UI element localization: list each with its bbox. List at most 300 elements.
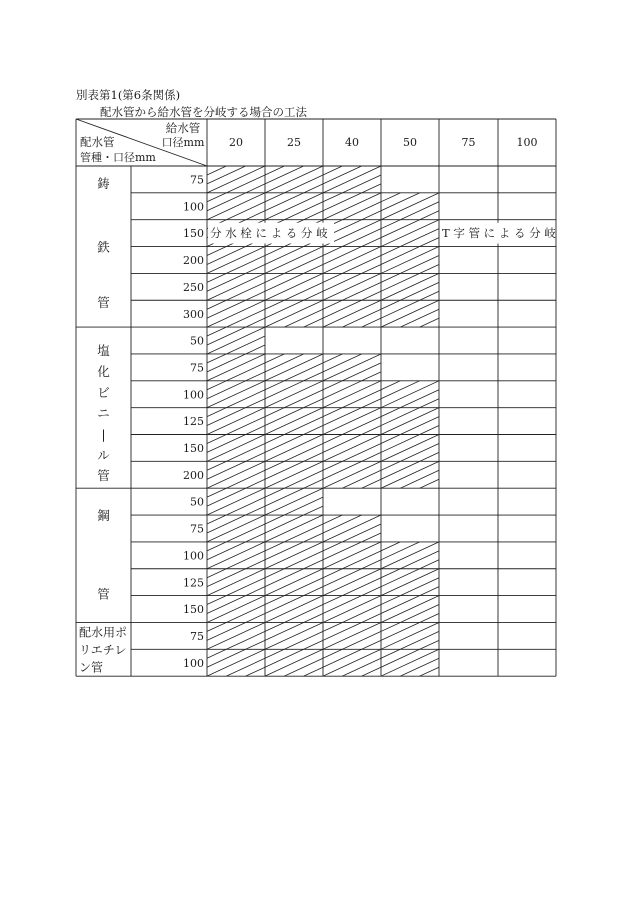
hatch-line xyxy=(304,372,323,381)
hatch-line xyxy=(420,426,439,435)
hatch-line xyxy=(342,175,381,193)
hatch-line xyxy=(304,184,323,193)
pipe-kind-char: 鋳 xyxy=(97,176,110,191)
hatch-line xyxy=(381,220,400,229)
hatch-line xyxy=(246,452,265,461)
hatch-line xyxy=(304,318,323,327)
hatch-line xyxy=(342,417,381,435)
hatch-line xyxy=(323,166,342,175)
hatch-line xyxy=(342,282,381,300)
hatch-line xyxy=(226,578,265,596)
hatch-line xyxy=(323,515,381,542)
header-kind-bore: 管種・口径mm xyxy=(80,151,156,164)
hatch-line xyxy=(362,452,381,461)
hatch-line xyxy=(246,184,265,193)
hatch-line xyxy=(265,193,323,220)
hatch-line xyxy=(323,273,362,291)
hatch-line xyxy=(226,524,265,542)
hatch-line xyxy=(207,166,265,193)
hatch-line xyxy=(207,300,265,327)
header-supply-diameter: 75 xyxy=(461,136,476,149)
hatch-line xyxy=(381,569,420,587)
hatch-line xyxy=(207,327,226,336)
hatch-line xyxy=(381,461,400,470)
hatch-line xyxy=(323,381,362,399)
hatch-line xyxy=(323,193,342,202)
hatch-line xyxy=(207,569,226,578)
hatch-line xyxy=(265,273,323,300)
hatch-line xyxy=(207,542,226,551)
hatch-line xyxy=(226,605,265,623)
hatch-line xyxy=(342,229,381,247)
hatch-line xyxy=(246,399,265,408)
hatch-line xyxy=(323,300,381,327)
hatch-line xyxy=(265,649,323,676)
hatch-line xyxy=(323,247,342,256)
hatch-line xyxy=(207,300,246,318)
hatch-line xyxy=(381,381,420,399)
hatch-line xyxy=(226,551,265,569)
hatch-line xyxy=(207,515,246,533)
hatch-line xyxy=(381,649,400,658)
hatch-line xyxy=(304,399,323,408)
hatch-line xyxy=(323,461,362,479)
hatch-line xyxy=(284,524,323,542)
hatch-line xyxy=(323,542,342,551)
hatch-line xyxy=(207,461,265,488)
hatch-line xyxy=(323,649,381,676)
hatch-line xyxy=(400,417,439,435)
hatch-line xyxy=(304,479,323,488)
hatch-line xyxy=(265,435,284,444)
hatch-line xyxy=(207,166,246,184)
hatch-line xyxy=(323,622,381,649)
hatch-line xyxy=(265,193,284,202)
hatch-line xyxy=(400,578,439,596)
hatch-line xyxy=(323,435,362,453)
hatch-line xyxy=(265,569,304,587)
hatch-line xyxy=(265,247,323,274)
hatch-line xyxy=(362,211,381,220)
hatch-line xyxy=(207,515,226,524)
hatch-line xyxy=(284,497,323,515)
hatch-line xyxy=(362,587,381,596)
hatch-line xyxy=(226,256,265,274)
hatch-line xyxy=(207,327,246,345)
hatch-line xyxy=(323,408,342,417)
hatch-line xyxy=(400,229,439,247)
hatch-line xyxy=(226,175,265,193)
hatch-line xyxy=(207,649,265,676)
hatch-line xyxy=(362,372,381,381)
hatch-line xyxy=(265,273,284,282)
hatch-line xyxy=(400,443,439,461)
hatch-line xyxy=(323,569,381,596)
hatch-line xyxy=(323,354,381,381)
table-title: 配水管から給水管を分岐する場合の工法 xyxy=(100,105,307,119)
hatch-line xyxy=(265,461,284,470)
hatch-line xyxy=(420,399,439,408)
hatch-line xyxy=(381,193,439,220)
hatch-line xyxy=(342,631,381,649)
main-pipe-diameter: 200 xyxy=(183,254,204,268)
main-pipe-diameter: 75 xyxy=(190,629,204,643)
hatch-line xyxy=(304,560,323,569)
pipe-kind-char: 管 xyxy=(97,468,110,484)
pipe-kind-char: 鉄 xyxy=(97,239,110,255)
hatch-line xyxy=(381,596,400,605)
hatch-line xyxy=(207,488,246,506)
hatch-line xyxy=(362,184,381,193)
hatch-line xyxy=(265,515,304,533)
hatch-line xyxy=(381,542,400,551)
hatch-line xyxy=(226,282,265,300)
hatch-line xyxy=(207,273,246,291)
hatch-line xyxy=(304,614,323,623)
main-pipe-diameter: 75 xyxy=(190,173,204,187)
hatch-line xyxy=(342,390,381,408)
main-pipe-diameter: 100 xyxy=(183,388,204,402)
hatch-line xyxy=(362,399,381,408)
hatch-line xyxy=(246,426,265,435)
hatch-line xyxy=(323,622,342,631)
header-bore-label: 口径mm xyxy=(161,136,205,149)
hatch-line xyxy=(323,381,381,408)
hatch-line xyxy=(246,264,265,273)
hatch-line xyxy=(381,569,400,578)
main-pipe-diameter: 125 xyxy=(183,415,204,429)
hatch-line xyxy=(207,381,226,390)
pipe-kind-char: 化 xyxy=(97,363,110,379)
hatch-line xyxy=(381,220,420,238)
hatch-line xyxy=(284,631,323,649)
hatch-line xyxy=(226,336,265,354)
pipe-kind-char: 塩 xyxy=(97,343,110,359)
hatch-line xyxy=(420,560,439,569)
hatch-line xyxy=(381,193,400,202)
hatch-line xyxy=(207,247,265,274)
hatch-line xyxy=(226,443,265,461)
hatch-line xyxy=(323,596,362,614)
hatch-line xyxy=(323,300,342,309)
pipe-kind-char: 管 xyxy=(97,586,110,602)
hatch-line xyxy=(381,300,420,318)
hatch-line xyxy=(284,309,323,327)
hatch-line xyxy=(207,622,265,649)
hatch-line xyxy=(342,443,381,461)
main-pipe-diameter: 200 xyxy=(183,468,204,482)
hatch-line xyxy=(265,542,323,569)
hatch-line xyxy=(323,649,362,667)
hatch-line xyxy=(284,202,323,220)
hatch-line xyxy=(400,202,439,220)
hatch-line xyxy=(284,390,323,408)
hatch-line xyxy=(323,354,342,363)
hatch-line xyxy=(284,282,323,300)
hatch-line xyxy=(207,408,265,435)
hatch-line xyxy=(323,193,362,211)
hatch-line xyxy=(323,247,381,274)
hatch-line xyxy=(207,569,265,596)
hatch-line xyxy=(246,533,265,542)
hatch-line xyxy=(265,596,323,623)
hatch-line xyxy=(265,649,284,658)
hatch-line xyxy=(207,193,246,211)
main-pipe-diameter: 75 xyxy=(190,361,204,375)
hatch-line xyxy=(207,435,226,444)
hatch-line xyxy=(207,649,226,658)
header-main-pipe: 配水管 xyxy=(80,135,115,149)
hatch-line xyxy=(207,596,265,623)
hatch-line xyxy=(323,542,362,560)
hatch-line xyxy=(323,515,342,524)
hatch-line xyxy=(284,417,323,435)
hatch-line xyxy=(207,354,226,363)
hatch-line xyxy=(226,417,265,435)
hatch-line xyxy=(265,488,284,497)
hatch-line xyxy=(246,211,265,220)
hatch-line xyxy=(207,381,246,399)
hatch-line xyxy=(207,542,265,569)
hatch-line xyxy=(207,622,226,631)
hatch-line xyxy=(400,631,439,649)
hatch-line xyxy=(381,461,439,488)
hatch-line xyxy=(381,542,420,560)
hatch-line xyxy=(381,273,439,300)
hatch-line xyxy=(304,506,323,515)
hatch-line xyxy=(265,166,304,184)
hatch-line xyxy=(265,569,284,578)
hatch-line xyxy=(420,318,439,327)
main-pipe-diameter: 100 xyxy=(183,656,204,670)
hatch-line xyxy=(265,488,304,506)
hatch-line xyxy=(304,533,323,542)
hatch-line xyxy=(323,435,381,462)
hatch-line xyxy=(207,300,226,309)
hatch-line xyxy=(381,649,439,676)
hatch-line xyxy=(381,220,439,247)
main-pipe-diameter: 300 xyxy=(183,307,204,321)
tee-branch-label: T 字 管 に よ る 分 岐 xyxy=(442,226,556,241)
hatch-line xyxy=(226,363,265,381)
hatch-line xyxy=(284,470,323,488)
hatch-line xyxy=(207,273,226,282)
hatch-line xyxy=(400,470,439,488)
hatch-line xyxy=(284,256,323,274)
hatch-line xyxy=(207,596,226,605)
hatch-line xyxy=(362,291,381,300)
hatch-line xyxy=(323,649,342,658)
hatch-line xyxy=(323,166,362,184)
hatch-line xyxy=(207,542,246,560)
hatch-line xyxy=(265,247,284,256)
hatch-line xyxy=(265,247,304,265)
main-pipe-diameter: 150 xyxy=(183,603,204,617)
hatch-line xyxy=(265,515,284,524)
hatch-line xyxy=(207,435,246,453)
hatch-line xyxy=(207,273,265,300)
hatch-line xyxy=(265,300,304,318)
hatch-line xyxy=(323,408,381,435)
hatch-line xyxy=(265,381,304,399)
hatch-line xyxy=(400,390,439,408)
hatch-line xyxy=(226,202,265,220)
hatch-line xyxy=(381,596,439,623)
hatch-line xyxy=(362,560,381,569)
hatch-line xyxy=(265,596,304,614)
hatch-line xyxy=(246,667,265,676)
hatch-line xyxy=(323,622,362,640)
hatch-line xyxy=(381,569,439,596)
hatch-line xyxy=(381,193,420,211)
header-supply-diameter: 40 xyxy=(345,136,359,149)
hatch-line xyxy=(207,354,246,372)
header-supply-diameter: 50 xyxy=(403,136,417,149)
hatch-line xyxy=(246,560,265,569)
hatch-line xyxy=(265,488,323,515)
hatch-line xyxy=(265,300,323,327)
hatch-line xyxy=(323,300,362,318)
hatch-line xyxy=(226,470,265,488)
hatch-line xyxy=(342,363,381,381)
hatch-line xyxy=(284,551,323,569)
hatch-line xyxy=(362,614,381,623)
hatch-line xyxy=(207,327,265,354)
hatch-line xyxy=(207,166,226,175)
hatch-line xyxy=(400,282,439,300)
hatch-line xyxy=(420,587,439,596)
hatch-line xyxy=(265,166,323,193)
hatch-line xyxy=(381,300,439,327)
hatch-line xyxy=(207,649,246,667)
hatch-line xyxy=(381,435,420,453)
hatch-line xyxy=(265,461,323,488)
hatch-line xyxy=(381,408,400,417)
hatch-line xyxy=(381,247,439,274)
hatch-line xyxy=(246,614,265,623)
hatch-line xyxy=(342,524,381,542)
hatch-line xyxy=(265,461,304,479)
pipe-kind-char: 鋼 xyxy=(97,508,110,524)
hatch-line xyxy=(381,596,420,614)
hatch-line xyxy=(284,605,323,623)
hatch-line xyxy=(207,488,265,515)
hatch-line xyxy=(342,202,381,220)
hatch-line xyxy=(265,408,284,417)
hatch-line xyxy=(323,381,342,390)
hatch-line xyxy=(381,247,400,256)
hatch-line xyxy=(265,435,323,462)
tap-branch-label: 分 水 栓 に よ る 分 岐 xyxy=(210,226,328,241)
hatch-line xyxy=(265,515,323,542)
hatch-line xyxy=(246,318,265,327)
hatch-line xyxy=(207,247,226,256)
hatch-line xyxy=(265,354,284,363)
hatch-line xyxy=(381,408,439,435)
header-supply-diameter: 20 xyxy=(229,136,243,149)
hatch-line xyxy=(381,622,439,649)
hatch-line xyxy=(323,596,342,605)
hatch-line xyxy=(420,614,439,623)
hatch-line xyxy=(400,605,439,623)
hatch-line xyxy=(323,569,342,578)
hatch-line xyxy=(342,309,381,327)
hatch-line xyxy=(226,658,265,676)
hatch-line xyxy=(323,166,381,193)
hatch-line xyxy=(207,247,246,265)
hatch-line xyxy=(265,435,304,453)
hatch-line xyxy=(400,658,439,676)
hatch-line xyxy=(323,273,381,300)
hatch-line xyxy=(246,587,265,596)
hatch-line xyxy=(362,426,381,435)
hatch-line xyxy=(284,175,323,193)
hatch-line xyxy=(207,193,265,220)
hatch-line xyxy=(265,649,304,667)
hatch-line xyxy=(207,461,246,479)
pipe-kind-char: ル xyxy=(97,447,110,463)
hatch-line xyxy=(284,363,323,381)
hatch-line xyxy=(226,631,265,649)
hatch-line xyxy=(265,408,304,426)
main-pipe-diameter: 125 xyxy=(183,576,204,590)
hatch-line xyxy=(304,291,323,300)
hatch-line xyxy=(381,247,420,265)
hatch-line xyxy=(420,479,439,488)
pipe-kind-label: ン管 xyxy=(79,660,104,675)
hatch-line xyxy=(342,470,381,488)
hatch-line xyxy=(304,211,323,220)
hatch-line xyxy=(304,667,323,676)
hatch-line xyxy=(207,381,265,408)
hatch-line xyxy=(400,309,439,327)
hatch-line xyxy=(381,273,420,291)
hatch-line xyxy=(362,640,381,649)
header-supply-pipe: 給水管 xyxy=(165,121,201,135)
hatch-line xyxy=(207,461,226,470)
hatch-line xyxy=(362,533,381,542)
header-supply-diameter: 25 xyxy=(287,136,301,149)
hatch-line xyxy=(265,354,304,372)
hatch-line xyxy=(323,461,342,470)
pipe-kind-char: 管 xyxy=(97,295,110,311)
pipe-kind-char: ニ xyxy=(97,405,110,421)
hatch-line xyxy=(207,569,246,587)
hatch-line xyxy=(381,435,400,444)
pipe-kind-label: 配水用ポ xyxy=(79,625,128,640)
hatch-line xyxy=(420,264,439,273)
hatch-line xyxy=(323,515,362,533)
hatch-line xyxy=(323,542,381,569)
hatch-line xyxy=(265,381,284,390)
hatch-line xyxy=(265,569,323,596)
hatch-line xyxy=(207,354,265,381)
hatch-line xyxy=(246,345,265,354)
hatch-line xyxy=(246,640,265,649)
hatch-line xyxy=(381,300,400,309)
hatch-line xyxy=(323,354,362,372)
hatch-line xyxy=(265,354,323,381)
hatch-line xyxy=(400,256,439,274)
hatch-line xyxy=(207,193,226,202)
hatch-line xyxy=(207,515,265,542)
hatch-line xyxy=(207,435,265,462)
hatch-line xyxy=(265,622,284,631)
hatch-line xyxy=(265,166,284,175)
main-pipe-diameter: 150 xyxy=(183,227,204,241)
hatch-line xyxy=(400,551,439,569)
hatch-line xyxy=(265,381,323,408)
